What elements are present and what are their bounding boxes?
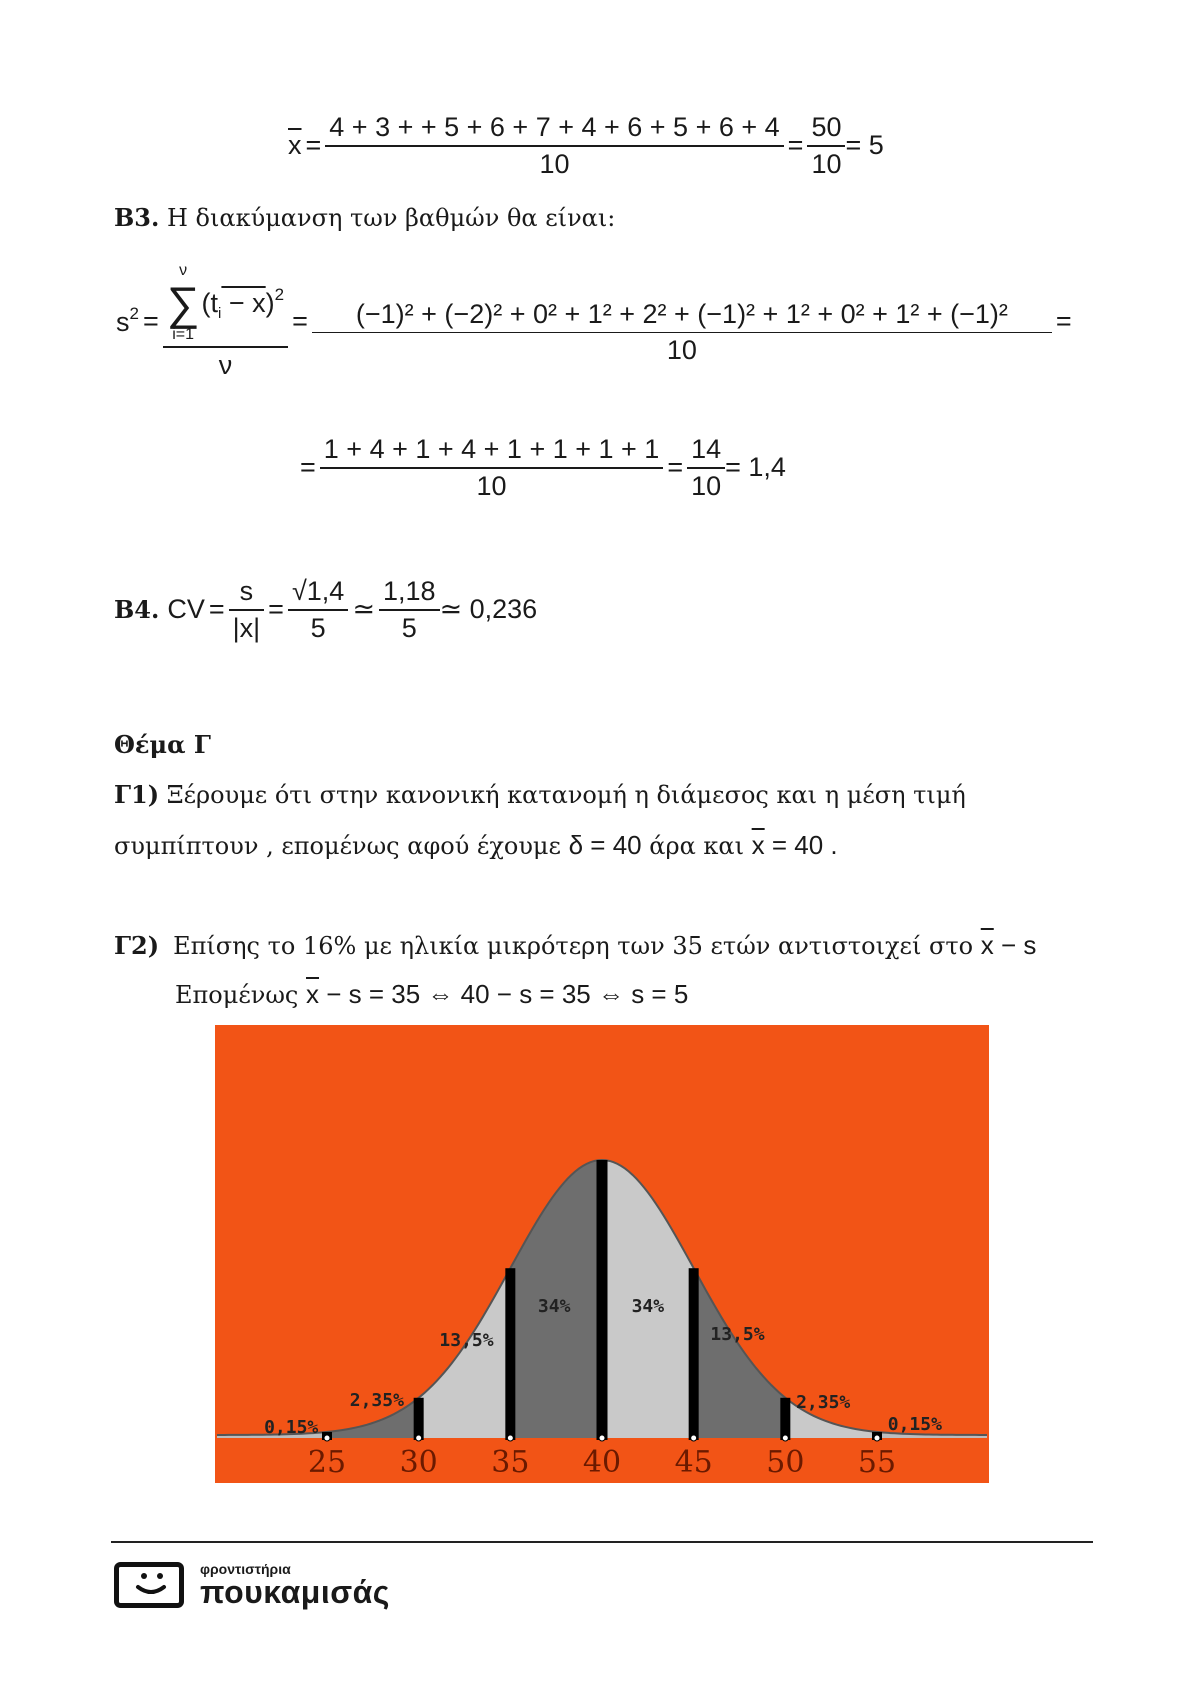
- tick-dot-35: [507, 1435, 513, 1441]
- tick-dot-25: [324, 1435, 330, 1441]
- tick-label-25: 25: [307, 1445, 347, 1480]
- tick-label-30: 30: [399, 1445, 438, 1480]
- g2-line-1: Γ2) Επίσης το 16% με ηλικία μικρότερη των 35 ετών αντιστοιχεί στο $\overline{x} - s$: [114, 930, 1037, 960]
- footer-rule: [111, 1541, 1093, 1543]
- variance-result-line: = $\frac{1 + 4 + 1 + 4 + 1 + 1 + 1 + 1}{10}$ = $\frac{14}{10}$ = 1,4: [300, 434, 786, 501]
- g2-line-2: Επομένως $\overline{x} - s = 35$ ⇔ 40 − s = 35 ⇔ s = 5: [175, 979, 689, 1009]
- region-label-4: 34%: [631, 1296, 665, 1317]
- variance-long-fraction: $\frac{\text{(−1)² + (−2)² + 0² + 1² + 2² + (−1)² + 1² + 0² + 1² + (−1)²}}{10}$: [312, 277, 1052, 367]
- mean-symbol: $\overline{x}$: [288, 130, 302, 161]
- sum-sign: ∑: [166, 277, 200, 329]
- mean-denominator: 10: [539, 148, 570, 179]
- region-label-0: 0,15%: [264, 1417, 319, 1438]
- tick-dot-55: [874, 1435, 880, 1441]
- region-label-3: 34%: [537, 1296, 571, 1317]
- sum-upper-limit: ν: [179, 262, 188, 279]
- region-label-5: 13,5%: [710, 1324, 765, 1345]
- mean-fraction-2: $\frac{50}{10}$: [807, 112, 845, 180]
- divider-35: [505, 1268, 515, 1440]
- tick-dot-50: [782, 1435, 788, 1441]
- mean-numerator: 4 + 3 + + 5 + 6 + 7 + 4 + 6 + 5 + 6 + 4: [329, 112, 780, 142]
- footer-logo: [114, 1562, 390, 1608]
- tick-label-55: 55: [857, 1445, 897, 1480]
- mean-result: = 5: [845, 130, 884, 161]
- theme-c-title: Θέμα Γ: [114, 730, 211, 759]
- tick-dot-40: [599, 1435, 605, 1441]
- b3-label: Β3.: [114, 203, 160, 232]
- tick-dot-30: [416, 1435, 422, 1441]
- divider-30: [414, 1398, 424, 1440]
- sum-term: $(t_i - x)^2$: [201, 284, 285, 322]
- variance-result: = 1,4: [725, 452, 786, 483]
- b4-label: Β4.: [114, 595, 160, 625]
- tick-label-50: 50: [766, 1445, 805, 1480]
- normal-distribution-chart: [215, 1025, 989, 1483]
- mean-formula: $\overline{x}$ = $\frac{4 + 3 + + 5 + 6 + 7 + 4 + 6 + 5 + 6 + 4}{10}$ = $\frac{50}{10}$ = 5: [288, 112, 884, 179]
- g1-line-1: Γ1) Ξέρουμε ότι στην κανονική κατανομή η διάμεσος και η μέση τιμή: [114, 780, 966, 809]
- logo-small-text: φροντιστήρια: [200, 1561, 291, 1577]
- variance-long-numerator: (−1)² + (−2)² + 0² + 1² + 2² + (−1)² + 1² + 0² + 1² + (−1)²: [355, 298, 1008, 329]
- divider-50: [780, 1398, 790, 1440]
- tick-label-40: 40: [582, 1445, 622, 1480]
- variance-formula: $s^2$ = ν ∑ i=1 $(t_i - x)^2$ ν = $\frac{\text{(−1)² + (−2)² + 0² + 1² + 2² + (−1)² + 1² + 0² + 1² + (−1)²}}{10}$ =: [116, 262, 1072, 380]
- region-label-1: 2,35%: [349, 1390, 404, 1411]
- divider-40: [597, 1160, 608, 1440]
- b3-heading: [114, 203, 615, 232]
- region-label-2: 13,5%: [439, 1330, 494, 1351]
- smiley-screen-icon: [114, 1562, 184, 1608]
- cv-formula: Β4. CV = $\frac{s}{|x|}$ = $\frac{√1,4}{5}$ ≃ $\frac{1,18}{5}$ ≃ 0,236: [114, 576, 538, 643]
- divider-45: [689, 1268, 699, 1440]
- tick-label-35: 35: [491, 1445, 530, 1480]
- variance-lhs: $s^2$: [116, 304, 139, 338]
- mean-fraction: [325, 112, 783, 180]
- region-label-6: 2,35%: [796, 1392, 851, 1413]
- tick-dot-45: [691, 1435, 697, 1441]
- g1-line-2: συμπίπτουν , επομένως αφού έχουμε δ = 40 άρα και $\overline{x} = 40$ .: [114, 830, 838, 860]
- region-label-7: 0,15%: [887, 1414, 942, 1435]
- logo-big-text: πουκαμισάς: [200, 1574, 390, 1610]
- cv-result: ≃ 0,236: [439, 594, 538, 625]
- b3-text: Η διακύμανση των βαθμών θα είναι:: [159, 204, 616, 232]
- sum-lower-limit: i=1: [172, 326, 195, 343]
- tick-label-45: 45: [674, 1445, 713, 1480]
- variance-sum-fraction: ν ∑ i=1 $(t_i - x)^2$ ν: [163, 262, 288, 381]
